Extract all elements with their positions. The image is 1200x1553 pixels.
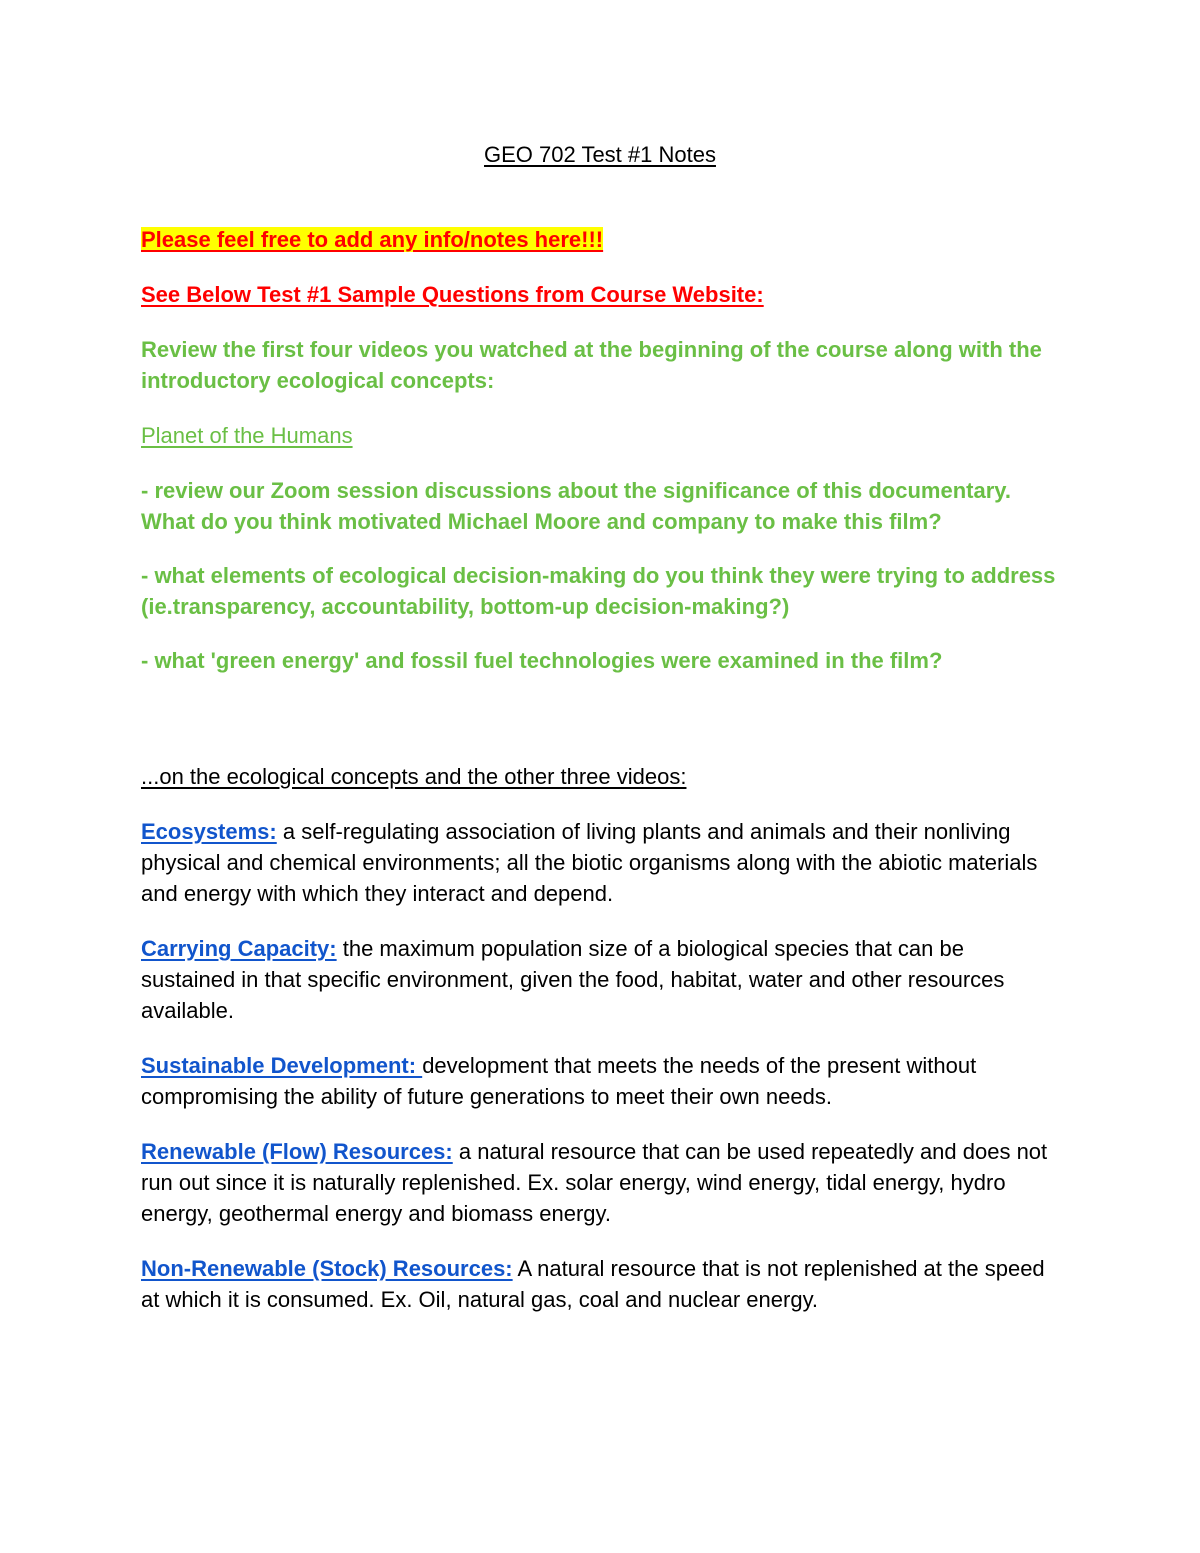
definition-item: [141, 933, 1061, 1026]
review-intro: Review the first four videos you watched at the beginning of the course along with the introductory ecological concepts:: [141, 337, 1042, 393]
definition-text: A natural resource that is not replenished at the speed at which it is consumed. Ex. Oil, natural gas, coal and nuclear energy.: [141, 1256, 1045, 1312]
definition-term: Sustainable Development:: [141, 1053, 423, 1078]
definition-item: [141, 1253, 1061, 1315]
notice-text: Please feel free to add any info/notes here!!!: [141, 227, 604, 252]
definition-item: [141, 1050, 1061, 1112]
definition-text: a self-regulating association of living plants and animals and their nonliving physical and chemical environments; all the biotic organisms along with the abiotic materials and energy with which they interact and depend.: [141, 819, 1038, 906]
sample-questions-header: See Below Test #1 Sample Questions from Course Website:: [141, 282, 764, 307]
question-item: - review our Zoom session discussions about the significance of this documentary. What do you think motivated Michael Moore and company to make this film?: [141, 478, 1011, 534]
question-item: - what elements of ecological decision-making do you think they were trying to address (ie.transparency, accountability, bottom-up decision-making?): [141, 563, 1056, 619]
notice-line: [141, 224, 1061, 255]
film-title: Planet of the Humans: [141, 423, 353, 448]
definition-text: the maximum population size of a biological species that can be sustained in that specific environment, given the food, habitat, water and other resources available.: [141, 936, 1005, 1023]
definition-item: [141, 1136, 1061, 1229]
definition-term: Non-Renewable (Stock) Resources:: [141, 1256, 513, 1281]
document-body: [141, 224, 1061, 1315]
definition-term: Carrying Capacity:: [141, 936, 337, 961]
definition-text: development that meets the needs of the present without compromising the ability of future generations to meet their own needs.: [141, 1053, 977, 1109]
definition-text: a natural resource that can be used repeatedly and does not run out since it is naturally replenished. Ex. solar energy, wind energy, tidal energy, hydro energy, geothermal energy and biomass energy.: [141, 1139, 1048, 1226]
definition-term: Ecosystems:: [141, 819, 277, 844]
document-title: GEO 702 Test #1 Notes: [484, 142, 716, 167]
concepts-header: ...on the ecological concepts and the other three videos:: [141, 764, 687, 789]
definition-item: [141, 816, 1061, 909]
definition-term: Renewable (Flow) Resources:: [141, 1139, 453, 1164]
question-item: - what 'green energy' and fossil fuel technologies were examined in the film?: [141, 648, 943, 673]
